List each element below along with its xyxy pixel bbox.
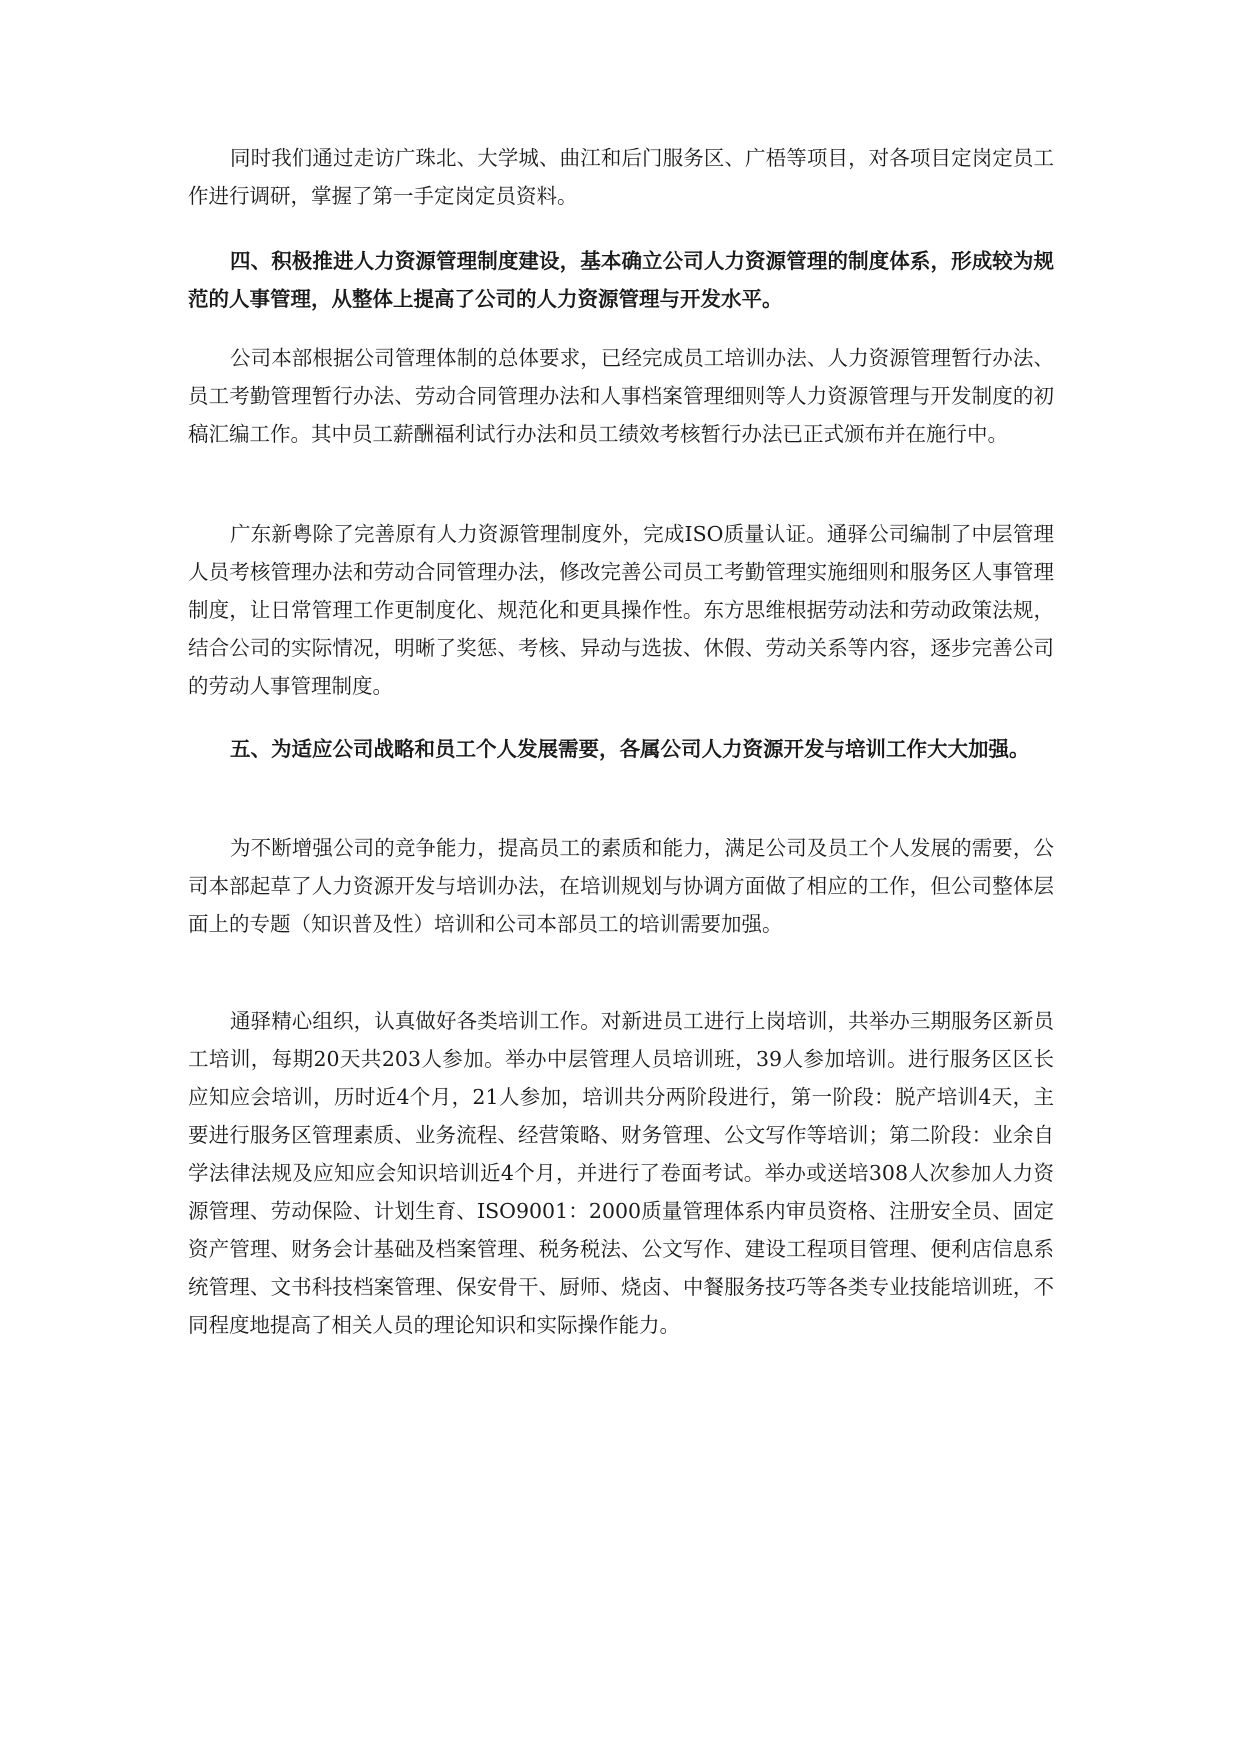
paragraph-headquarters-rules: 公司本部根据公司管理体制的总体要求，已经完成员工培训办法、人力资源管理暂行办法、员工考勤管理暂行办法、劳动合同管理办法和人事档案管理细则等人力资源管理与开发制度的初稿汇编工作。其中员工薪酬福利试行办法和员工绩效考核暂行办法已正式颁布并在施行中。 xyxy=(188,346,1054,446)
paragraph-project-survey: 同时我们通过走访广珠北、大学城、曲江和后门服务区、广梧等项目，对各项目定岗定员工作进行调研，掌握了第一手定岗定员资料。 xyxy=(188,146,1054,208)
heading-section-four: 四、积极推进人力资源管理制度建设，基本确立公司人力资源管理的制度体系，形成较为规范的人事管理，从整体上提高了公司的人力资源管理与开发水平。 xyxy=(188,249,1054,311)
paragraph-subsidiary-rules: 广东新粤除了完善原有人力资源管理制度外，完成ISO质量认证。通驿公司编制了中层管理人员考核管理办法和劳动合同管理办法，修改完善公司员工考勤管理实施细则和服务区人事管理制度，让日常管理工作更制度化、规范化和更具操作性。东方思维根据劳动法和劳动政策法规，结合公司的实际情况，明晰了奖惩、考核、异动与选拔、休假、劳动关系等内容，逐步完善公司的劳动人事管理制度。 xyxy=(188,522,1054,698)
paragraph-tongyi-training: 通驿精心组织，认真做好各类培训工作。对新进员工进行上岗培训，共举办三期服务区新员工培训，每期20天共203人参加。举办中层管理人员培训班，39人参加培训。进行服务区区长应知应会培训，历时近4个月，21人参加，培训共分两阶段进行，第一阶段：脱产培训4天，主要进行服务区管理素质、业务流程、经营策略、财务管理、公文写作等培训；第二阶段：业余自学法律法规及应知应会知识培训近4个月，并进行了卷面考试。举办或送培308人次参加人力资源管理、劳动保险、计划生育、ISO9001：2000质量管理体系内审员资格、注册安全员、固定资产管理、财务会计基础及档案管理、税务税法、公文写作、建设工程项目管理、便利店信息系统管理、文书科技档案管理、保安骨干、厨师、烧卤、中餐服务技巧等各类专业技能培训班，不同程度地提高了相关人员的理论知识和实际操作能力。 xyxy=(188,1009,1054,1337)
paragraph-training-plan: 为不断增强公司的竞争能力，提高员工的素质和能力，满足公司及员工个人发展的需要，公司本部起草了人力资源开发与培训办法，在培训规划与协调方面做了相应的工作，但公司整体层面上的专题（知识普及性）培训和公司本部员工的培训需要加强。 xyxy=(188,836,1054,936)
heading-section-five: 五、为适应公司战略和员工个人发展需要，各属公司人力资源开发与培训工作大大加强。 xyxy=(230,737,1030,761)
